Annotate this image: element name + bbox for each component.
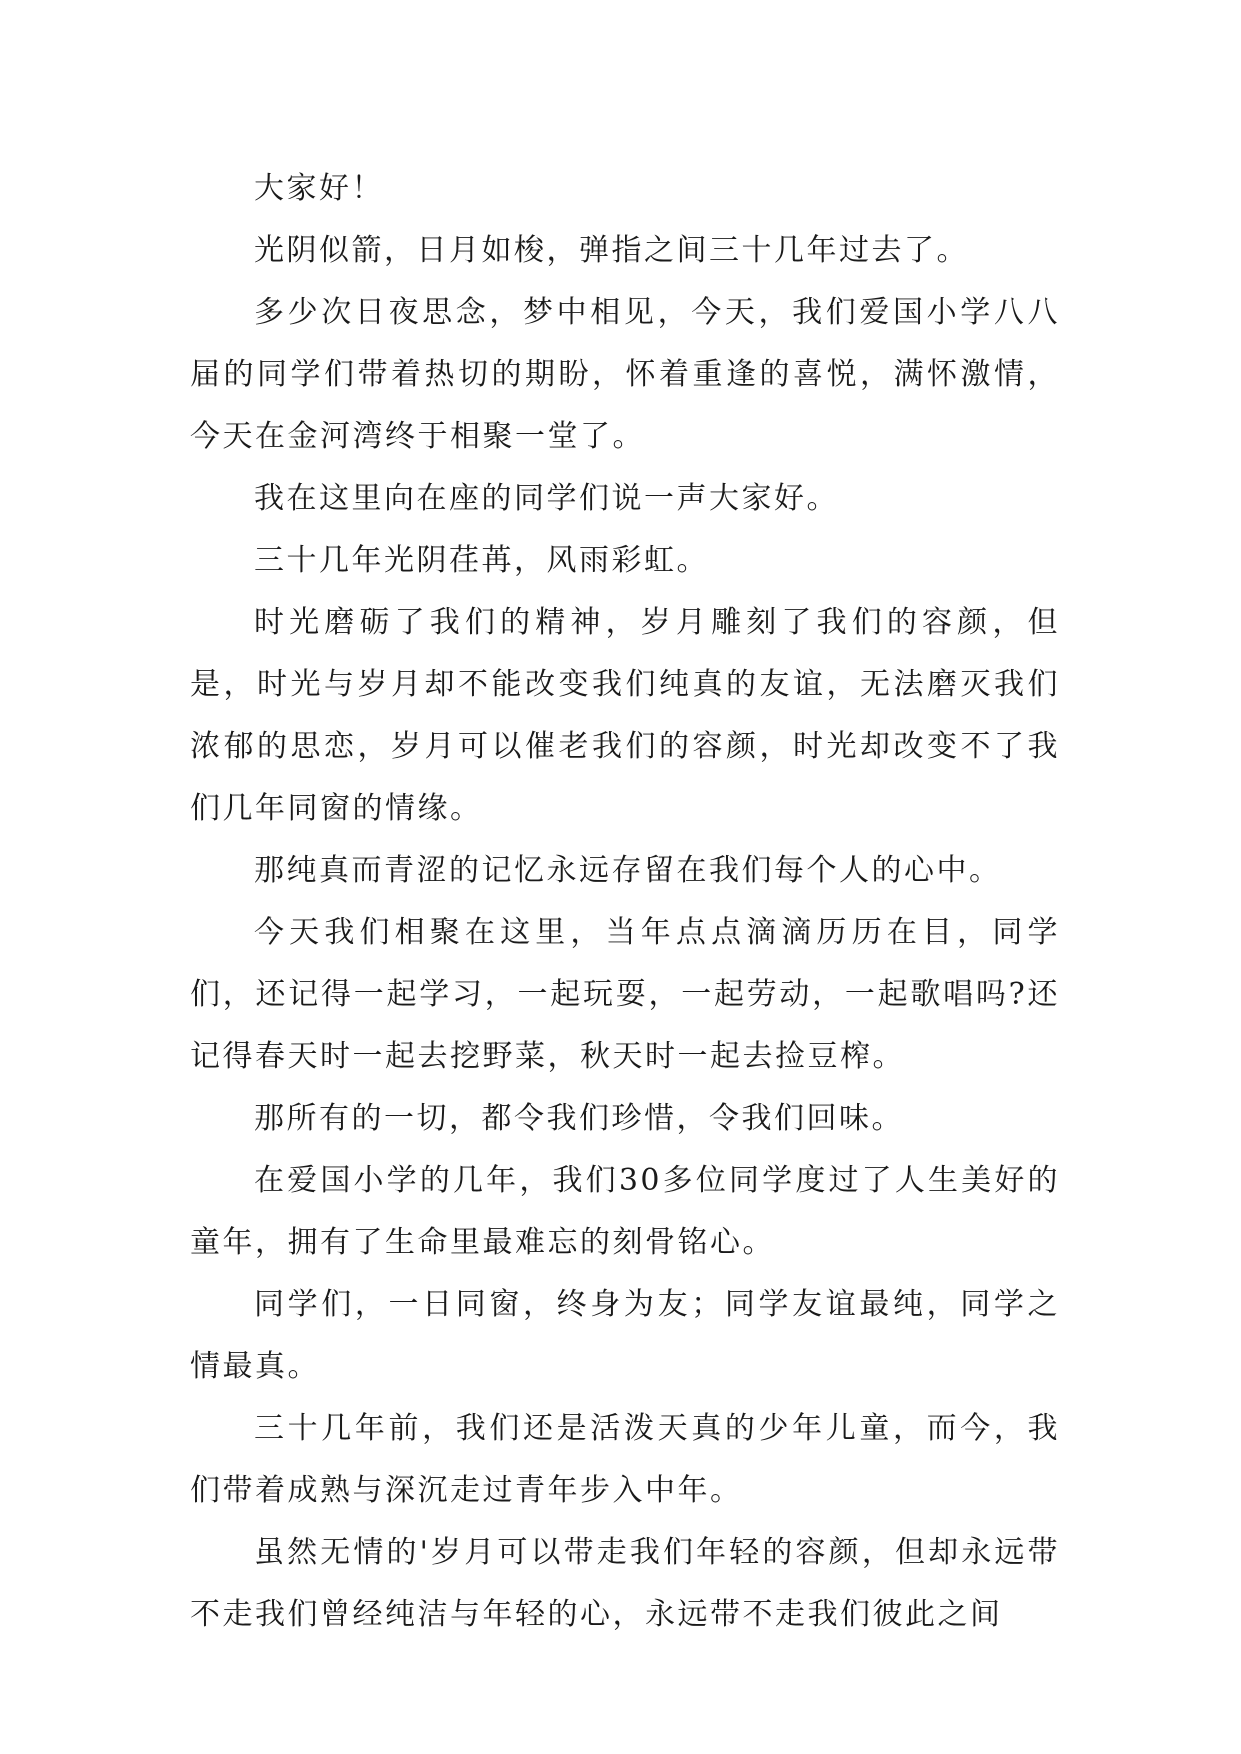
paragraph-1: 大家好！ (254, 171, 384, 206)
paragraph-7: 那纯真而青涩的记忆永远存留在我们每个人的心中。 (254, 853, 1002, 888)
paragraph-2: 光阴似箭，日月如梭，弹指之间三十几年过去了。 (254, 233, 969, 268)
paragraph-12: 三十几年前，我们还是活泼天真的少年儿童，而今，我们带着成熟与深沉走过青年步入中年。 (190, 1411, 1060, 1508)
paragraph-5: 三十几年光阴荏苒，风雨彩虹。 (254, 543, 709, 578)
paragraph-3: 多少次日夜思念，梦中相见，今天，我们爱国小学八八届的同学们带着热切的期盼，怀着重逢的喜悦，满怀激情，今天在金河湾终于相聚一堂了。 (190, 295, 1060, 454)
paragraph-9: 那所有的一切，都令我们珍惜，令我们回味。 (254, 1101, 904, 1136)
paragraph-11: 同学们，一日同窗，终身为友；同学友谊最纯，同学之情最真。 (190, 1287, 1060, 1384)
paragraph-4: 我在这里向在座的同学们说一声大家好。 (254, 481, 839, 516)
paragraph-13: 虽然无情的'岁月可以带走我们年轻的容颜，但却永远带不走我们曾经纯洁与年轻的心，永远带不走我们彼此之间 (190, 1535, 1060, 1632)
document-body (190, 158, 1060, 1646)
paragraph-8: 今天我们相聚在这里，当年点点滴滴历历在目，同学们，还记得一起学习，一起玩耍，一起劳动，一起歌唱吗?还记得春天时一起去挖野菜，秋天时一起去捡豆榨。 (190, 915, 1060, 1074)
paragraph-10: 在爱国小学的几年，我们30多位同学度过了人生美好的童年，拥有了生命里最难忘的刻骨铭心。 (190, 1163, 1060, 1260)
paragraph-6: 时光磨砺了我们的精神，岁月雕刻了我们的容颜，但是，时光与岁月却不能改变我们纯真的友谊，无法磨灭我们浓郁的思恋，岁月可以催老我们的容颜，时光却改变不了我们几年同窗的情缘。 (190, 605, 1060, 826)
